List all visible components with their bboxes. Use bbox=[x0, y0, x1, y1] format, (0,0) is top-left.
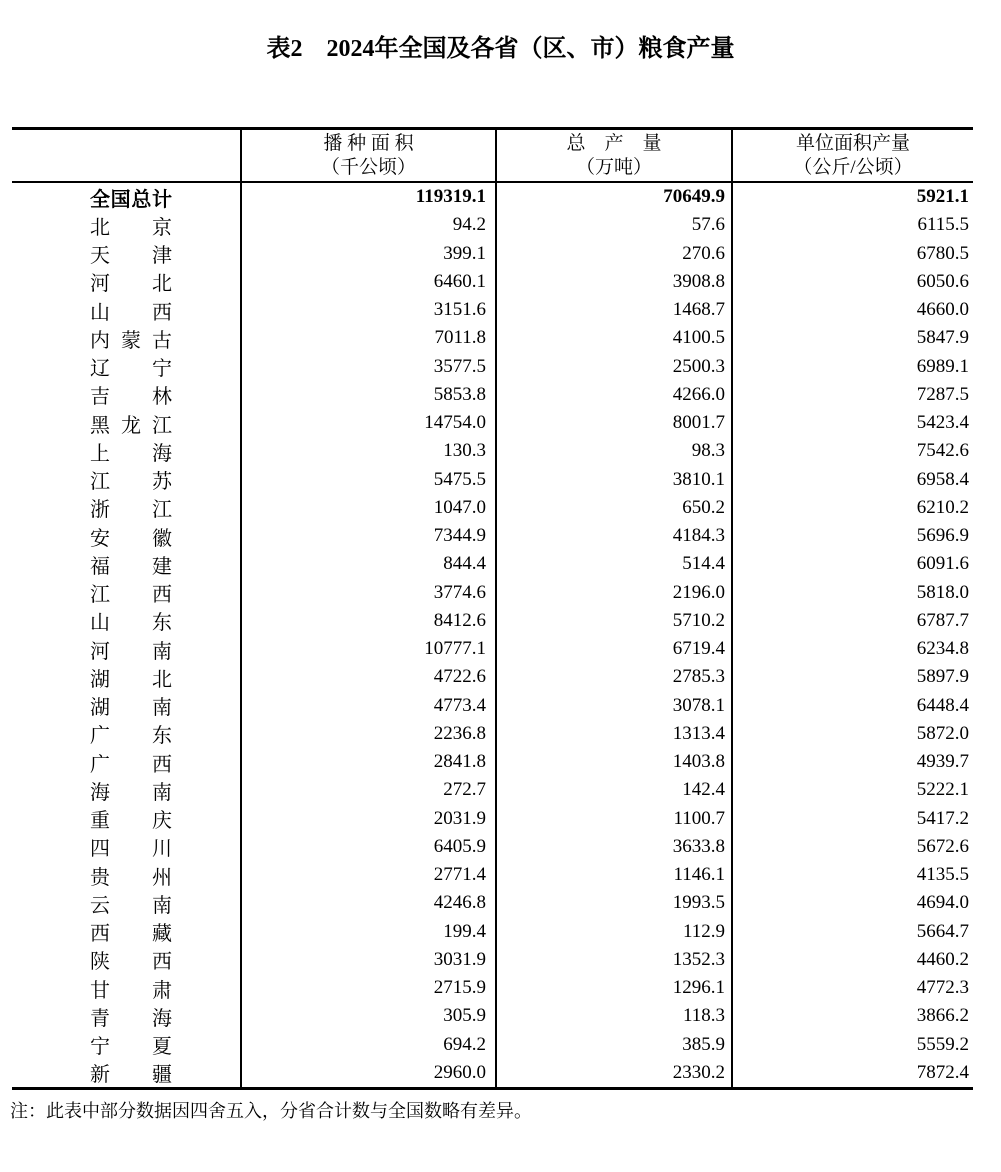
total-output-value: 3078.1 bbox=[497, 692, 733, 720]
table-row bbox=[12, 296, 973, 324]
table-row bbox=[12, 776, 973, 804]
unit-yield-value: 5818.0 bbox=[916, 581, 969, 603]
total-output-value: 8001.7 bbox=[497, 409, 733, 437]
region-name-cell bbox=[12, 889, 242, 917]
unit-yield-value: 6787.7 bbox=[916, 609, 969, 631]
region-name: 甘 肃 bbox=[90, 979, 172, 1002]
region-name: 湖 南 bbox=[90, 697, 172, 720]
region-name: 上 海 bbox=[90, 442, 172, 465]
sown-area-value: 5475.5 bbox=[242, 466, 497, 494]
unit-yield-value: 4660.0 bbox=[916, 299, 969, 321]
total-output-value: 98.3 bbox=[497, 437, 733, 465]
table-row bbox=[12, 692, 973, 720]
region-name: 河 北 bbox=[90, 273, 172, 296]
sown-area-value: 844.4 bbox=[242, 550, 497, 578]
region-name-cell bbox=[12, 692, 242, 720]
region-name-cell bbox=[12, 974, 242, 1002]
sown-area-value: 3031.9 bbox=[242, 946, 497, 974]
unit-yield-value: 5559.2 bbox=[916, 1033, 969, 1055]
table-row bbox=[12, 324, 973, 352]
sown-area-value: 3151.6 bbox=[242, 296, 497, 324]
region-name-cell bbox=[12, 946, 242, 974]
unit-yield-value: 6780.5 bbox=[916, 242, 969, 264]
region-name: 内 蒙 古 bbox=[90, 329, 172, 352]
region-name: 江 苏 bbox=[90, 471, 172, 494]
total-output-value: 1468.7 bbox=[497, 296, 733, 324]
region-name: 四 川 bbox=[90, 838, 172, 861]
table-row bbox=[12, 607, 973, 635]
table-row bbox=[12, 466, 973, 494]
table-row bbox=[12, 381, 973, 409]
region-name: 陕 西 bbox=[90, 951, 172, 974]
region-name: 天 津 bbox=[90, 245, 172, 268]
region-name-cell bbox=[12, 663, 242, 691]
table-row bbox=[12, 918, 973, 946]
total-output-value: 1296.1 bbox=[497, 974, 733, 1002]
sown-area-value: 94.2 bbox=[242, 211, 497, 239]
total-output-value: 1403.8 bbox=[497, 748, 733, 776]
sown-area-value: 4722.6 bbox=[242, 663, 497, 691]
total-output-value: 4100.5 bbox=[497, 324, 733, 352]
region-name-cell bbox=[12, 522, 242, 550]
table-row bbox=[12, 522, 973, 550]
table-row bbox=[12, 833, 973, 861]
table-row bbox=[12, 494, 973, 522]
unit-yield-value: 6210.2 bbox=[916, 496, 969, 518]
unit-yield-value: 6091.6 bbox=[916, 553, 969, 575]
region-name-cell bbox=[12, 211, 242, 239]
sown-area-value: 3774.6 bbox=[242, 579, 497, 607]
unit-yield-value: 5672.6 bbox=[916, 835, 969, 857]
total-output-header-unit: （万吨） bbox=[575, 156, 652, 178]
total-output-value: 5710.2 bbox=[497, 607, 733, 635]
region-name-cell bbox=[12, 720, 242, 748]
unit-yield-value: 5696.9 bbox=[916, 525, 969, 547]
sown-area-header-title: 播 种 面 积 bbox=[323, 132, 414, 154]
sown-area-value: 4246.8 bbox=[242, 889, 497, 917]
sown-area-value: 2771.4 bbox=[242, 861, 497, 889]
region-name: 云 南 bbox=[90, 894, 172, 917]
unit-yield-header-title: 单位面积产量 bbox=[795, 132, 910, 154]
region-name: 西 藏 bbox=[90, 923, 172, 946]
unit-yield-value: 5921.1 bbox=[916, 186, 969, 208]
unit-yield-value: 4772.3 bbox=[916, 977, 969, 999]
total-output-value: 57.6 bbox=[497, 211, 733, 239]
region-name-cell bbox=[12, 494, 242, 522]
table-row bbox=[12, 974, 973, 1002]
region-name: 安 徽 bbox=[90, 527, 172, 550]
sown-area-value: 2960.0 bbox=[242, 1059, 497, 1087]
unit-yield-value: 7287.5 bbox=[916, 383, 969, 405]
total-output-value: 1993.5 bbox=[497, 889, 733, 917]
region-name-cell bbox=[12, 748, 242, 776]
region-name: 青 海 bbox=[90, 1007, 172, 1030]
total-output-value: 514.4 bbox=[497, 550, 733, 578]
table-row bbox=[12, 353, 973, 381]
sown-area-value: 1047.0 bbox=[242, 494, 497, 522]
region-name-cell bbox=[12, 776, 242, 804]
region-name: 全 国 总 计 bbox=[90, 188, 172, 211]
table-row bbox=[12, 748, 973, 776]
sown-area-value: 7011.8 bbox=[242, 324, 497, 352]
sown-area-value: 130.3 bbox=[242, 437, 497, 465]
region-name-cell bbox=[12, 268, 242, 296]
sown-area-header-unit: （千公顷） bbox=[320, 156, 416, 178]
unit-yield-value: 5664.7 bbox=[916, 920, 969, 942]
sown-area-value: 272.7 bbox=[242, 776, 497, 804]
unit-yield-value: 4939.7 bbox=[916, 751, 969, 773]
total-output-value: 2330.2 bbox=[497, 1059, 733, 1087]
total-output-header-title: 总 产 量 bbox=[566, 132, 662, 154]
table-row bbox=[12, 183, 973, 211]
table-header bbox=[12, 130, 973, 183]
table-row bbox=[12, 1031, 973, 1059]
unit-yield-value: 5847.9 bbox=[916, 327, 969, 349]
region-name-cell bbox=[12, 550, 242, 578]
table-row bbox=[12, 663, 973, 691]
total-output-value: 1352.3 bbox=[497, 946, 733, 974]
region-name-cell bbox=[12, 805, 242, 833]
table-row bbox=[12, 211, 973, 239]
sown-area-column-header bbox=[242, 130, 497, 181]
table-row bbox=[12, 1002, 973, 1030]
table-row bbox=[12, 240, 973, 268]
table-row bbox=[12, 409, 973, 437]
table-body bbox=[12, 183, 973, 1087]
sown-area-value: 2841.8 bbox=[242, 748, 497, 776]
total-output-value: 2500.3 bbox=[497, 353, 733, 381]
table-row bbox=[12, 268, 973, 296]
total-output-value: 2196.0 bbox=[497, 579, 733, 607]
total-output-value: 3633.8 bbox=[497, 833, 733, 861]
table-row bbox=[12, 946, 973, 974]
unit-yield-column-header bbox=[733, 130, 973, 181]
total-output-value: 1313.4 bbox=[497, 720, 733, 748]
total-output-value: 112.9 bbox=[497, 918, 733, 946]
table-row bbox=[12, 861, 973, 889]
region-name: 广 西 bbox=[90, 753, 172, 776]
unit-yield-header-unit: （公斤/公顷） bbox=[793, 156, 913, 178]
total-output-value: 270.6 bbox=[497, 240, 733, 268]
total-output-value: 142.4 bbox=[497, 776, 733, 804]
sown-area-value: 199.4 bbox=[242, 918, 497, 946]
table-row bbox=[12, 805, 973, 833]
total-output-value: 1146.1 bbox=[497, 861, 733, 889]
region-name: 北 京 bbox=[90, 216, 172, 239]
region-name: 浙 江 bbox=[90, 499, 172, 522]
region-name: 河 南 bbox=[90, 640, 172, 663]
region-name-cell bbox=[12, 607, 242, 635]
region-name-cell bbox=[12, 240, 242, 268]
region-name: 宁 夏 bbox=[90, 1036, 172, 1059]
region-name: 江 西 bbox=[90, 584, 172, 607]
total-output-value: 6719.4 bbox=[497, 635, 733, 663]
region-name: 重 庆 bbox=[90, 810, 172, 833]
region-name-cell bbox=[12, 437, 242, 465]
table-row bbox=[12, 635, 973, 663]
region-name: 新 疆 bbox=[90, 1064, 172, 1087]
region-name-cell bbox=[12, 381, 242, 409]
total-output-value: 4184.3 bbox=[497, 522, 733, 550]
unit-yield-value: 4135.5 bbox=[916, 864, 969, 886]
table-row bbox=[12, 579, 973, 607]
unit-yield-value: 6050.6 bbox=[916, 270, 969, 292]
unit-yield-value: 5423.4 bbox=[916, 412, 969, 434]
table-row bbox=[12, 550, 973, 578]
region-name: 山 东 bbox=[90, 612, 172, 635]
region-name-cell bbox=[12, 353, 242, 381]
sown-area-value: 305.9 bbox=[242, 1002, 497, 1030]
unit-yield-value: 5222.1 bbox=[916, 779, 969, 801]
region-name: 湖 北 bbox=[90, 668, 172, 691]
unit-yield-value: 7872.4 bbox=[916, 1061, 969, 1083]
table-row bbox=[12, 720, 973, 748]
region-name-cell bbox=[12, 296, 242, 324]
region-name-cell bbox=[12, 833, 242, 861]
table-row bbox=[12, 889, 973, 917]
region-name: 广 东 bbox=[90, 725, 172, 748]
sown-area-value: 8412.6 bbox=[242, 607, 497, 635]
region-name-cell bbox=[12, 861, 242, 889]
region-name-cell bbox=[12, 1031, 242, 1059]
sown-area-value: 3577.5 bbox=[242, 353, 497, 381]
region-name-cell bbox=[12, 324, 242, 352]
sown-area-value: 2715.9 bbox=[242, 974, 497, 1002]
region-name-cell bbox=[12, 1059, 242, 1087]
unit-yield-value: 6234.8 bbox=[916, 638, 969, 660]
unit-yield-value: 6958.4 bbox=[916, 468, 969, 490]
unit-yield-value: 7542.6 bbox=[916, 440, 969, 462]
sown-area-value: 14754.0 bbox=[242, 409, 497, 437]
region-name: 山 西 bbox=[90, 301, 172, 324]
region-column-header bbox=[12, 130, 242, 181]
unit-yield-value: 4460.2 bbox=[916, 948, 969, 970]
document-page bbox=[0, 36, 1001, 1123]
page-title: 表2 2024年全国及各省（区、市）粮食产量 bbox=[266, 36, 735, 62]
region-name-cell bbox=[12, 466, 242, 494]
unit-yield-value: 4694.0 bbox=[916, 892, 969, 914]
total-output-value: 2785.3 bbox=[497, 663, 733, 691]
total-output-value: 650.2 bbox=[497, 494, 733, 522]
unit-yield-value: 5417.2 bbox=[916, 807, 969, 829]
table-row bbox=[12, 437, 973, 465]
unit-yield-value: 5897.9 bbox=[916, 666, 969, 688]
unit-yield-value: 5872.0 bbox=[916, 722, 969, 744]
region-name: 黑 龙 江 bbox=[90, 414, 172, 437]
unit-yield-value: 6115.5 bbox=[917, 214, 969, 236]
sown-area-value: 7344.9 bbox=[242, 522, 497, 550]
sown-area-value: 2031.9 bbox=[242, 805, 497, 833]
region-name-cell bbox=[12, 579, 242, 607]
region-name: 贵 州 bbox=[90, 866, 172, 889]
total-output-value: 70649.9 bbox=[497, 183, 733, 211]
sown-area-value: 10777.1 bbox=[242, 635, 497, 663]
grain-production-table bbox=[12, 127, 973, 1090]
total-output-value: 118.3 bbox=[497, 1002, 733, 1030]
region-name-cell bbox=[12, 635, 242, 663]
unit-yield-value: 6448.4 bbox=[916, 694, 969, 716]
total-output-value: 1100.7 bbox=[497, 805, 733, 833]
region-name-cell bbox=[12, 1002, 242, 1030]
unit-yield-value: 6989.1 bbox=[916, 355, 969, 377]
total-output-value: 3810.1 bbox=[497, 466, 733, 494]
region-name: 辽 宁 bbox=[90, 358, 172, 381]
unit-yield-value: 3866.2 bbox=[916, 1005, 969, 1027]
sown-area-value: 399.1 bbox=[242, 240, 497, 268]
total-output-value: 385.9 bbox=[497, 1031, 733, 1059]
region-name: 海 南 bbox=[90, 781, 172, 804]
sown-area-value: 2236.8 bbox=[242, 720, 497, 748]
footnote: 注：此表中部分数据因四舍五入，分省合计数与全国数略有差异。 bbox=[10, 1101, 532, 1121]
sown-area-value: 6405.9 bbox=[242, 833, 497, 861]
sown-area-value: 5853.8 bbox=[242, 381, 497, 409]
total-output-value: 3908.8 bbox=[497, 268, 733, 296]
region-name-cell bbox=[12, 183, 242, 211]
total-output-column-header bbox=[497, 130, 733, 181]
sown-area-value: 4773.4 bbox=[242, 692, 497, 720]
region-name: 福 建 bbox=[90, 555, 172, 578]
region-name-cell bbox=[12, 409, 242, 437]
region-name: 吉 林 bbox=[90, 386, 172, 409]
table-row bbox=[12, 1059, 973, 1087]
region-name-cell bbox=[12, 918, 242, 946]
sown-area-value: 694.2 bbox=[242, 1031, 497, 1059]
sown-area-value: 119319.1 bbox=[242, 183, 497, 211]
total-output-value: 4266.0 bbox=[497, 381, 733, 409]
sown-area-value: 6460.1 bbox=[242, 268, 497, 296]
